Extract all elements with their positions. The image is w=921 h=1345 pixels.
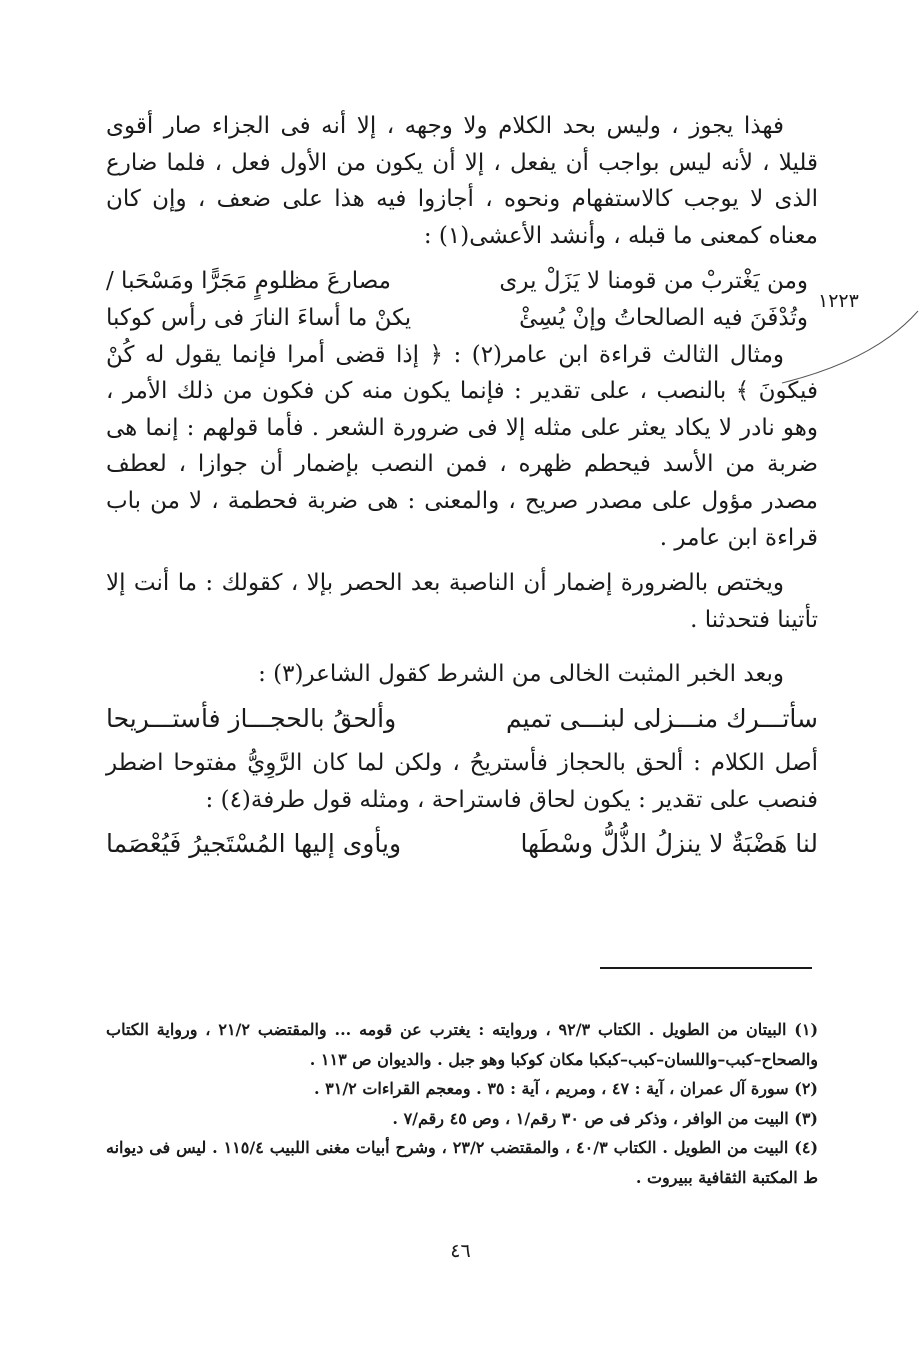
verse-2-second-hemistich: يكنْ ما أساءَ النارَ فى رأس كوكبا	[106, 304, 412, 331]
verse-4	[106, 824, 818, 864]
paragraph-2: ومثال الثالث قراءة ابن عامر(٢) : ﴿ إذا قضى أمرا فإنما يقول له كُنْ فيكونَ ﴾ بالنصب ، على تقدير : فإنما يكون منه كن فكون من ذلك الأمر ، وهو نادر لا يكاد يعثر على مثله إلا فى ضرورة الشعر . فأما قولهم : إنما هى ضربة من الأسد فيحطم ظهره ، فمن النصب بإضمار أن جوازا ، لعطف مصدر مؤول على مصدر صريح ، والمعنى : هى ضربة فحطمة ، لا من باب قراءة ابن عامر .	[106, 341, 818, 551]
verse-2-first-hemistich: وتُدْفَنَ فيه الصالحاتُ وإنْ يُسِئْ	[519, 304, 808, 331]
footnote-2: (٢) سورة آل عمران ، آية : ٤٧ ، ومريم ، آية : ٣٥ . ومعجم القراءات ٣١/٢ .	[313, 1079, 818, 1098]
footnote-3: (٣) البيت من الوافر ، وذكر فى ص ٣٠ رقم/١ ، وص ٤٥ رقم/٧ .	[392, 1108, 818, 1128]
footnote-4: (٤) البيت من الطويل . الكتاب ٤٠/٣ ، والمقتضب ٢٣/٢ ، وشرح أبيات مغنى اللبيب ١١٥/٤ . ليس فى ديوانه ط المكتبة الثقافية ببيروت .	[106, 1138, 819, 1187]
verse-1-first-hemistich: ومن يَغْتربْ من قومنا لا يَزَلْ يرى	[499, 268, 808, 295]
paragraph-3: ويختص بالضرورة إضمار أن الناصبة بعد الحصر بإلا ، كقولك : ما أنت إلا تأتينا فتحدثنا .	[106, 570, 818, 633]
verse-3	[106, 699, 818, 739]
verse-1-second-hemistich: مصارعَ مظلومٍ مَجَرًّا ومَسْحَبا /	[106, 268, 392, 295]
paragraph-4: وبعد الخبر المثبت الخالى من الشرط كقول الشاعر(٣) :	[258, 661, 784, 688]
verse-1	[106, 263, 818, 300]
footnote-1: (١) البيتان من الطويل . الكتاب ٩٢/٣ ، وروايته : يغترب عن قومه ... والمقتضب ٢١/٢ ، ورواية الكتاب والصحاح–كبب–واللسان–كبب–كبكبا مكان كوكبا وهو جبل . والديوان ص ١١٣ .	[106, 1020, 819, 1069]
main-text	[106, 108, 818, 870]
verse-2	[106, 300, 818, 337]
verse-3-second-hemistich: وألحقُ بالحجـــاز فأستـــريحا	[106, 703, 397, 733]
footnote-divider	[600, 967, 812, 969]
verse-3-first-hemistich: سأتـــرك منـــزلى لبنـــى تميم	[506, 703, 818, 733]
margin-note: ١٢٢٣	[818, 290, 859, 312]
page-number: ٤٦	[450, 1240, 471, 1262]
paragraph-5: أصل الكلام : ألحق بالحجاز فأستريحُ ، ولكن لما كان الرَّوِيُّ مفتوحا اضطر فنصب على تقدير : يكون لحاق فاستراحة ، ومثله قول طرفة(٤) :	[106, 749, 818, 813]
verse-4-second-hemistich: ويأوى إليها المُسْتَجيرُ فَيُعْصَما	[106, 829, 402, 859]
footnotes	[106, 1015, 818, 1192]
verse-4-first-hemistich: لنا هَضْبَةٌ لا ينزلُ الذُّلُّ وسْطَها	[520, 829, 818, 859]
paragraph-1: فهذا يجوز ، وليس بحد الكلام ولا وجهه ، إلا أنه فى الجزاء صار أقوى قليلا ، لأنه ليس بواجب أن يفعل ، إلا أن يكون من الأول فعل ، فلما ضارع الذى لا يوجب كالاستفهام ونحوه ، أجازوا فيه هذا على ضعف ، وإن كان معناه كمعنى ما قبله ، وأنشد الأعشى(١) :	[106, 113, 818, 249]
